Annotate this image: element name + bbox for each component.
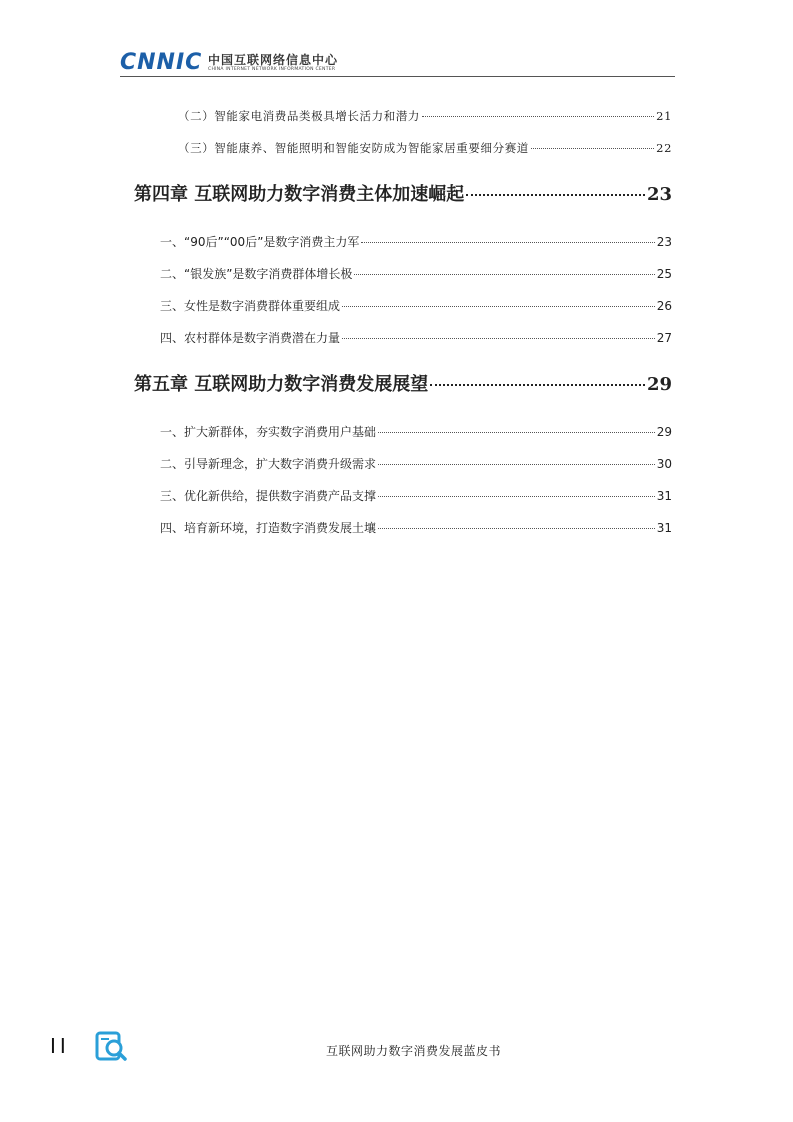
toc-leader-dots <box>378 528 655 529</box>
toc-entry[interactable] <box>134 132 672 164</box>
toc-leader-dots <box>354 274 654 275</box>
toc-entry-page-number: 30 <box>656 457 672 471</box>
toc-entry[interactable] <box>134 100 672 132</box>
toc-entry-label: （二）智能家电消费品类极具增长活力和潜力 <box>178 109 420 123</box>
toc-leader-dots <box>342 338 655 339</box>
cnnic-logo-text: CNNIC <box>120 50 203 75</box>
page-number: II <box>50 1034 70 1058</box>
toc-entry-page-number: 22 <box>656 141 672 155</box>
toc-entry[interactable] <box>134 290 672 322</box>
toc-entry-page-number: 21 <box>656 109 672 123</box>
toc-entry-label: 二、引导新理念，扩大数字消费升级需求 <box>160 457 377 471</box>
toc-entry[interactable] <box>134 448 672 480</box>
org-name-cn: 中国互联网络信息中心 <box>208 53 339 67</box>
toc-entry-page-number: 29 <box>646 374 672 395</box>
toc-entry-label: 三、优化新供给，提供数字消费产品支撑 <box>160 489 377 503</box>
document-title: 互联网助力数字消费发展蓝皮书 <box>326 1044 502 1058</box>
toc-entry[interactable] <box>134 480 672 512</box>
page-header <box>120 52 675 78</box>
toc-entry-label: 四、培育新环境，打造数字消费发展土壤 <box>160 521 377 535</box>
toc-entry-page-number: 31 <box>656 489 672 503</box>
toc-entry-label: 一、扩大新群体，夯实数字消费用户基础 <box>160 425 377 439</box>
toc-entry-page-number: 23 <box>646 184 672 205</box>
toc-leader-dots <box>378 432 655 433</box>
toc-entry-label: 一、“90后”“00后”是数字消费主力军 <box>160 235 360 249</box>
magnifier-report-icon <box>95 1030 127 1062</box>
org-name-block <box>208 54 338 73</box>
toc-entry-label: 第五章 互联网助力数字消费发展展望 <box>134 374 429 395</box>
toc-entry[interactable] <box>134 258 672 290</box>
toc-entry[interactable] <box>134 512 672 544</box>
org-name-en: CHINA INTERNET NETWORK INFORMATION CENTER <box>208 67 336 72</box>
toc-leader-dots <box>422 116 654 117</box>
toc-entry[interactable] <box>134 416 672 448</box>
cnnic-logo <box>120 52 202 74</box>
toc-chapter-entry[interactable] <box>134 360 672 410</box>
toc-entry-page-number: 29 <box>656 425 672 439</box>
toc-leader-dots <box>378 496 655 497</box>
toc-entry[interactable] <box>134 226 672 258</box>
toc-entry-label: 第四章 互联网助力数字消费主体加速崛起 <box>134 184 465 205</box>
toc-leader-dots <box>531 148 654 149</box>
toc-leader-dots <box>430 384 645 386</box>
toc-entry-page-number: 23 <box>656 235 672 249</box>
toc-leader-dots <box>342 306 655 307</box>
toc-entry-label: 二、“银发族”是数字消费群体增长极 <box>160 267 353 281</box>
toc-entry-label: 四、农村群体是数字消费潜在力量 <box>160 331 341 345</box>
toc-entry-page-number: 27 <box>656 331 672 345</box>
toc-entry-label: 三、女性是数字消费群体重要组成 <box>160 299 341 313</box>
toc-leader-dots <box>361 242 654 243</box>
toc-leader-dots <box>378 464 655 465</box>
toc-entry-page-number: 26 <box>656 299 672 313</box>
toc-entry-page-number: 31 <box>656 521 672 535</box>
table-of-contents <box>134 100 672 544</box>
toc-entry-page-number: 25 <box>656 267 672 281</box>
toc-leader-dots <box>466 194 645 196</box>
toc-entry-label: （三）智能康养、智能照明和智能安防成为智能家居重要细分赛道 <box>178 141 529 155</box>
toc-entry[interactable] <box>134 322 672 354</box>
toc-chapter-entry[interactable] <box>134 170 672 220</box>
header-divider <box>120 76 675 77</box>
